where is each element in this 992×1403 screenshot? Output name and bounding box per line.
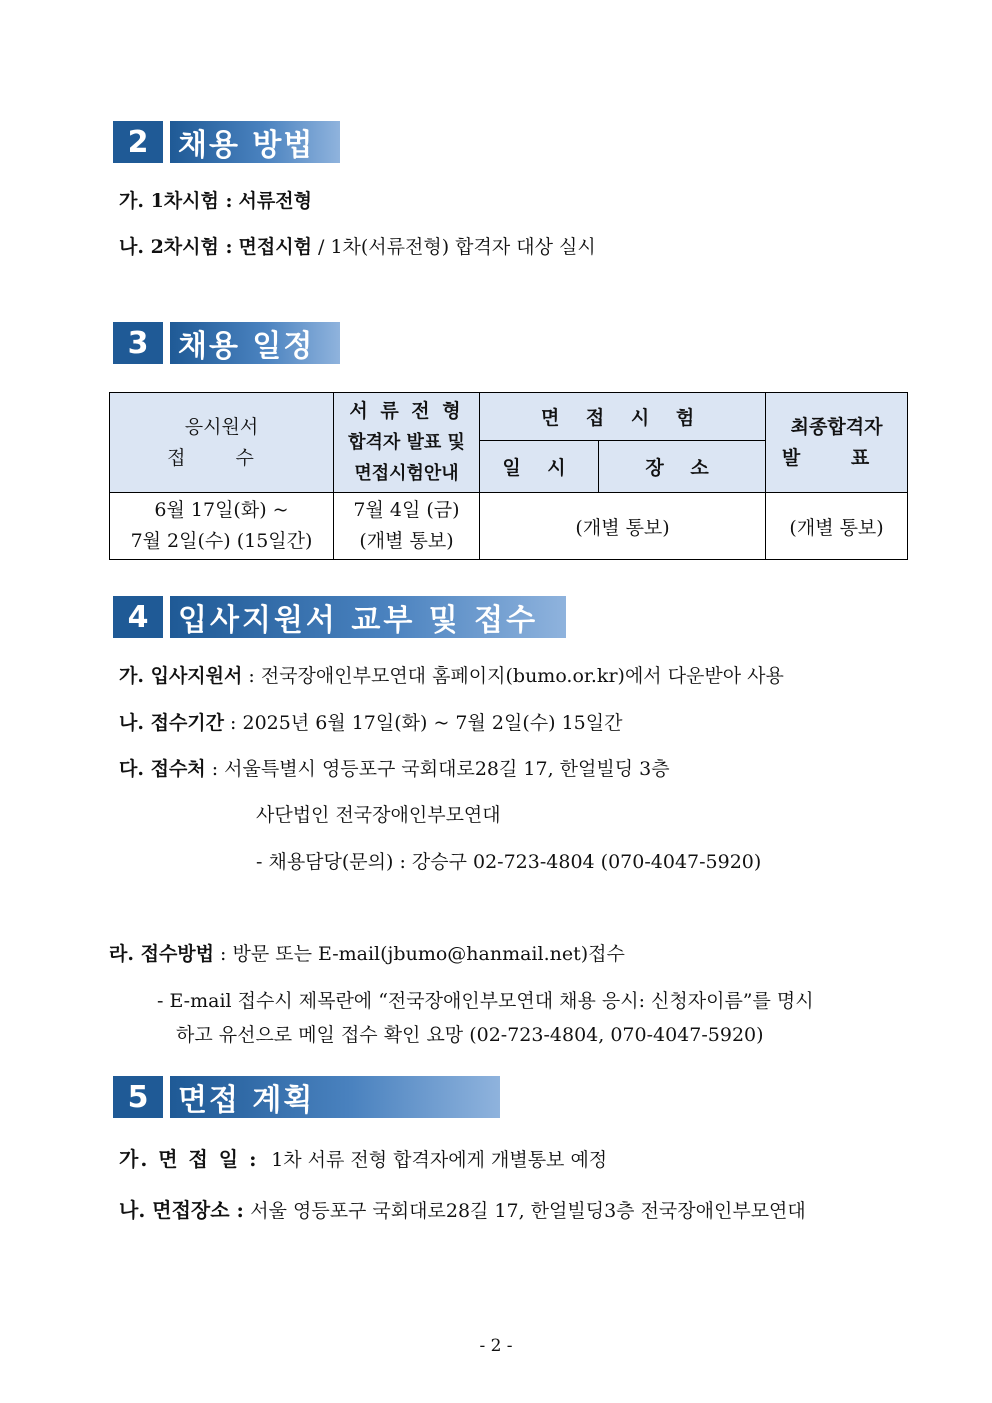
page-number: - 2 - [479,1336,513,1356]
cell-interview: (개별 통보) [480,493,766,560]
section-number: 4 [113,596,163,638]
section-title: 채용 일정 [170,322,340,364]
header-interview: 면 접 시 험 [480,393,766,441]
cell-apply-period: 6월 17일(화) ~ 7월 2일(수) (15일간) [110,493,334,560]
section-title: 면접 계획 [170,1076,500,1118]
address-line: 사단법인 전국장애인부모연대 [256,804,501,826]
header-final: 최종합격자 발 표 [766,393,908,493]
section-title: 채용 방법 [170,121,340,163]
cell-final: (개별 통보) [766,493,908,560]
header-interview-place: 장 소 [599,441,766,493]
section-number: 3 [113,322,163,364]
section-number: 5 [113,1076,163,1118]
list-item: 가. 1차시험 : 서류전형 [119,190,312,212]
section-4-heading [113,596,566,638]
section-3-heading [113,322,340,364]
header-interview-date: 일 시 [480,441,599,493]
section-2-heading [113,121,340,163]
cell-doc-result: 7월 4일 (금) (개별 통보) [334,493,480,560]
section-number: 2 [113,121,163,163]
list-item: 다. 접수처 : 서울특별시 영등포구 국회대로28길 17, 한얼빌딩 3층 [119,758,670,780]
section-title: 입사지원서 교부 및 접수 [170,596,566,638]
header-doc-result: 서 류 전 형 합격자 발표 및 면접시험안내 [334,393,480,493]
contact-line: - 채용담당(문의) : 강승구 02-723-4804 (070-4047-5920) [256,851,762,873]
schedule-table [109,392,908,560]
note-line: - E-mail 접수시 제목란에 “전국장애인부모연대 채용 응시: 신청자이름”를 명시 [157,990,814,1012]
list-item: 라. 접수방법 : 방문 또는 E-mail(jbumo@hanmail.net)접수 [109,943,625,965]
header-apply: 응시원서 접 수 [110,393,334,493]
list-item: 가. 입사지원서 : 전국장애인부모연대 홈페이지(bumo.or.kr)에서 다운받아 사용 [119,665,784,687]
list-item: 나. 접수기간 : 2025년 6월 17일(화) ~ 7월 2일(수) 15일간 [119,712,623,734]
note-line: 하고 유선으로 메일 접수 확인 요망 (02-723-4804, 070-4047-5920) [176,1024,764,1046]
list-item: 나. 2차시험 : 면접시험 / 1차(서류전형) 합격자 대상 실시 [119,236,596,258]
list-item: 나. 면접장소 : 서울 영등포구 국회대로28길 17, 한얼빌딩3층 전국장애인부모연대 [119,1198,806,1222]
list-item: 가. 면 접 일 : 1차 서류 전형 합격자에게 개별통보 예정 [119,1147,608,1171]
section-5-heading [113,1076,500,1118]
